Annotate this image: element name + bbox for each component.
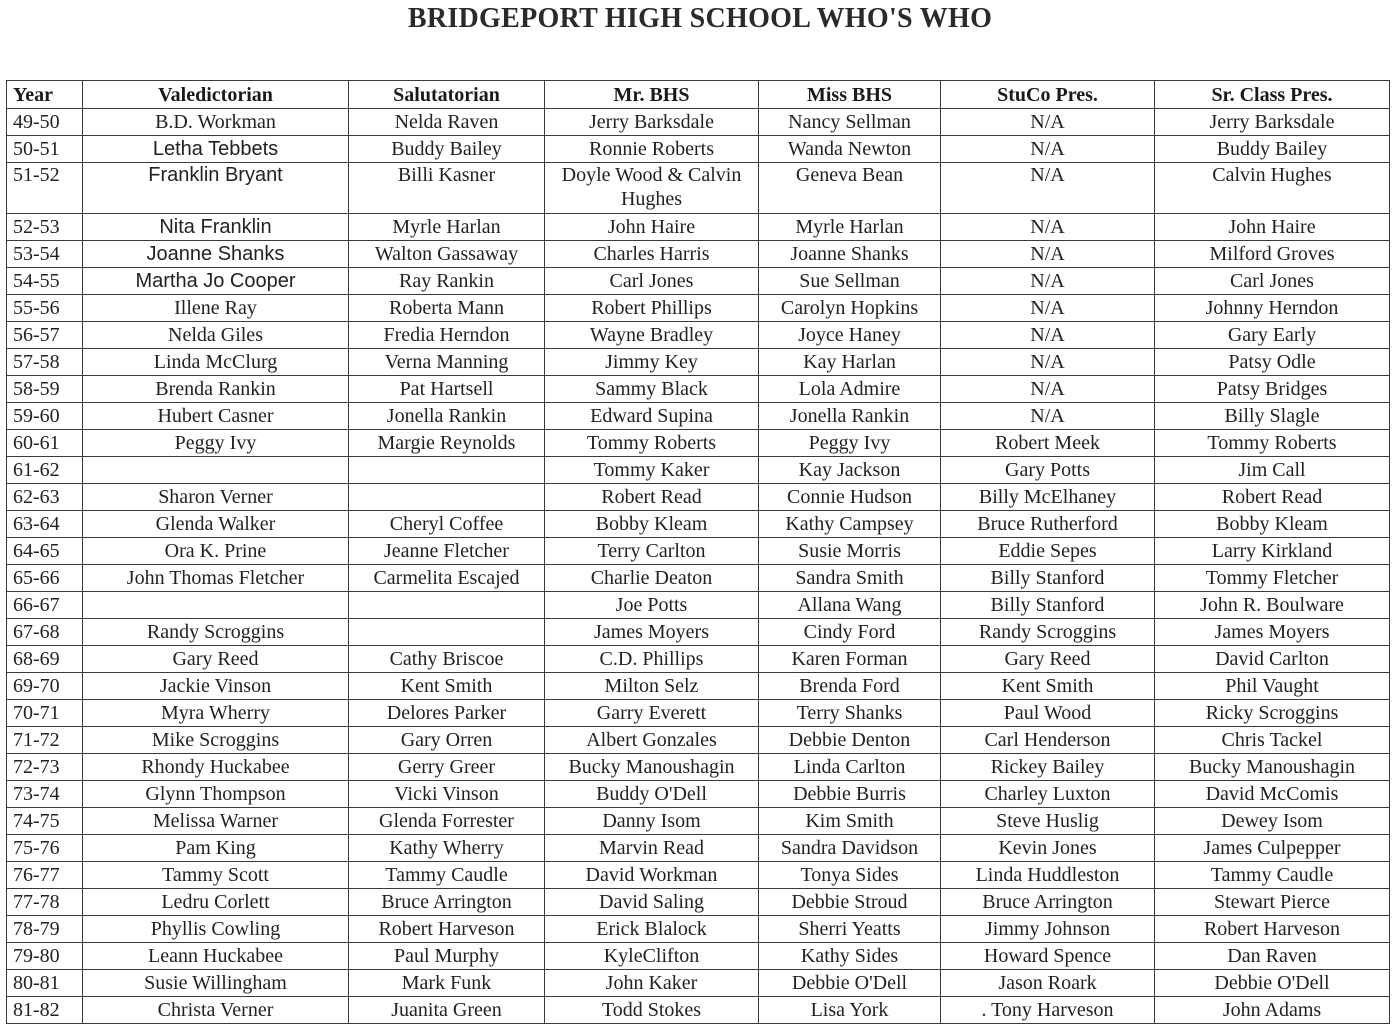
cell-salutatorian: Cathy Briscoe [349, 646, 545, 673]
cell-sr-class-pres: Robert Read [1155, 484, 1390, 511]
cell-miss-bhs: Lisa York [759, 997, 941, 1024]
cell-valedictorian: Ora K. Prine [83, 538, 349, 565]
cell-miss-bhs: Linda Carlton [759, 754, 941, 781]
table-row [7, 511, 1390, 538]
cell-stuco-pres: N/A [941, 241, 1155, 268]
cell-year: 66-67 [7, 592, 83, 619]
cell-sr-class-pres: Dan Raven [1155, 943, 1390, 970]
cell-stuco-pres: Jason Roark [941, 970, 1155, 997]
cell-year: 64-65 [7, 538, 83, 565]
cell-miss-bhs: Wanda Newton [759, 136, 941, 163]
table-row [7, 430, 1390, 457]
cell-salutatorian: Jonella Rankin [349, 403, 545, 430]
table-row [7, 673, 1390, 700]
header-mr-bhs: Mr. BHS [545, 81, 759, 109]
cell-year: 76-77 [7, 862, 83, 889]
cell-year: 52-53 [7, 214, 83, 241]
cell-miss-bhs: Kay Jackson [759, 457, 941, 484]
cell-salutatorian: Verna Manning [349, 349, 545, 376]
cell-miss-bhs: Sandra Smith [759, 565, 941, 592]
cell-valedictorian: Mike Scroggins [83, 727, 349, 754]
cell-mr-bhs: Garry Everett [545, 700, 759, 727]
cell-stuco-pres: Rickey Bailey [941, 754, 1155, 781]
cell-valedictorian: Glenda Walker [83, 511, 349, 538]
table-row [7, 136, 1390, 163]
cell-stuco-pres: Billy Stanford [941, 565, 1155, 592]
table-row [7, 214, 1390, 241]
cell-year: 67-68 [7, 619, 83, 646]
cell-year: 58-59 [7, 376, 83, 403]
cell-year: 60-61 [7, 430, 83, 457]
cell-stuco-pres: Paul Wood [941, 700, 1155, 727]
cell-miss-bhs: Nancy Sellman [759, 109, 941, 136]
cell-valedictorian: Phyllis Cowling [83, 916, 349, 943]
cell-miss-bhs: Debbie O'Dell [759, 970, 941, 997]
cell-mr-bhs: Jerry Barksdale [545, 109, 759, 136]
cell-valedictorian: Letha Tebbets [83, 136, 349, 163]
cell-mr-bhs: Bobby Kleam [545, 511, 759, 538]
cell-year: 80-81 [7, 970, 83, 997]
cell-mr-bhs: Charlie Deaton [545, 565, 759, 592]
cell-stuco-pres: Carl Henderson [941, 727, 1155, 754]
cell-sr-class-pres: Tommy Roberts [1155, 430, 1390, 457]
cell-stuco-pres: Bruce Arrington [941, 889, 1155, 916]
cell-stuco-pres: Randy Scroggins [941, 619, 1155, 646]
cell-sr-class-pres: David McComis [1155, 781, 1390, 808]
cell-stuco-pres: N/A [941, 163, 1155, 214]
cell-salutatorian [349, 457, 545, 484]
cell-sr-class-pres: Bucky Manoushagin [1155, 754, 1390, 781]
cell-salutatorian: Jeanne Fletcher [349, 538, 545, 565]
cell-salutatorian [349, 484, 545, 511]
cell-year: 63-64 [7, 511, 83, 538]
cell-miss-bhs: Sherri Yeatts [759, 916, 941, 943]
cell-year: 79-80 [7, 943, 83, 970]
cell-valedictorian: Nelda Giles [83, 322, 349, 349]
cell-miss-bhs: Kathy Campsey [759, 511, 941, 538]
cell-valedictorian: Brenda Rankin [83, 376, 349, 403]
cell-mr-bhs: Robert Phillips [545, 295, 759, 322]
cell-sr-class-pres: Stewart Pierce [1155, 889, 1390, 916]
table-row [7, 268, 1390, 295]
cell-valedictorian: Gary Reed [83, 646, 349, 673]
cell-sr-class-pres: Chris Tackel [1155, 727, 1390, 754]
cell-valedictorian: Rhondy Huckabee [83, 754, 349, 781]
cell-year: 55-56 [7, 295, 83, 322]
cell-miss-bhs: Jonella Rankin [759, 403, 941, 430]
cell-mr-bhs: Milton Selz [545, 673, 759, 700]
cell-stuco-pres: N/A [941, 403, 1155, 430]
cell-year: 68-69 [7, 646, 83, 673]
cell-year: 73-74 [7, 781, 83, 808]
cell-sr-class-pres: Calvin Hughes [1155, 163, 1390, 214]
cell-stuco-pres: . Tony Harveson [941, 997, 1155, 1024]
cell-miss-bhs: Kay Harlan [759, 349, 941, 376]
cell-sr-class-pres: Jerry Barksdale [1155, 109, 1390, 136]
cell-miss-bhs: Joanne Shanks [759, 241, 941, 268]
cell-stuco-pres: Robert Meek [941, 430, 1155, 457]
cell-year: 61-62 [7, 457, 83, 484]
cell-year: 77-78 [7, 889, 83, 916]
table-row [7, 592, 1390, 619]
header-sr-class-pres: Sr. Class Pres. [1155, 81, 1390, 109]
cell-stuco-pres: N/A [941, 349, 1155, 376]
cell-mr-bhs: John Haire [545, 214, 759, 241]
table-row [7, 808, 1390, 835]
cell-valedictorian: Sharon Verner [83, 484, 349, 511]
cell-year: 78-79 [7, 916, 83, 943]
cell-sr-class-pres: Tammy Caudle [1155, 862, 1390, 889]
cell-miss-bhs: Myrle Harlan [759, 214, 941, 241]
cell-year: 75-76 [7, 835, 83, 862]
cell-stuco-pres: N/A [941, 268, 1155, 295]
cell-sr-class-pres: Billy Slagle [1155, 403, 1390, 430]
cell-miss-bhs: Susie Morris [759, 538, 941, 565]
cell-valedictorian: Susie Willingham [83, 970, 349, 997]
cell-year: 53-54 [7, 241, 83, 268]
cell-salutatorian [349, 592, 545, 619]
cell-sr-class-pres: James Culpepper [1155, 835, 1390, 862]
cell-sr-class-pres: Carl Jones [1155, 268, 1390, 295]
table-row [7, 646, 1390, 673]
cell-mr-bhs: David Workman [545, 862, 759, 889]
cell-stuco-pres: N/A [941, 295, 1155, 322]
cell-salutatorian: Kent Smith [349, 673, 545, 700]
cell-mr-bhs: Robert Read [545, 484, 759, 511]
cell-stuco-pres: Billy Stanford [941, 592, 1155, 619]
cell-mr-bhs: C.D. Phillips [545, 646, 759, 673]
cell-salutatorian: Walton Gassaway [349, 241, 545, 268]
table-row [7, 457, 1390, 484]
cell-salutatorian [349, 619, 545, 646]
table-row [7, 700, 1390, 727]
cell-salutatorian: Robert Harveson [349, 916, 545, 943]
cell-mr-bhs: Tommy Roberts [545, 430, 759, 457]
cell-sr-class-pres: David Carlton [1155, 646, 1390, 673]
cell-salutatorian: Mark Funk [349, 970, 545, 997]
cell-valedictorian: Christa Verner [83, 997, 349, 1024]
cell-miss-bhs: Brenda Ford [759, 673, 941, 700]
cell-valedictorian: Illene Ray [83, 295, 349, 322]
cell-year: 59-60 [7, 403, 83, 430]
cell-sr-class-pres: Phil Vaught [1155, 673, 1390, 700]
cell-salutatorian: Paul Murphy [349, 943, 545, 970]
cell-mr-bhs: Buddy O'Dell [545, 781, 759, 808]
table-row [7, 376, 1390, 403]
cell-mr-bhs: John Kaker [545, 970, 759, 997]
table-row [7, 565, 1390, 592]
whos-who-table [6, 80, 1390, 1024]
cell-salutatorian: Cheryl Coffee [349, 511, 545, 538]
cell-stuco-pres: Jimmy Johnson [941, 916, 1155, 943]
cell-stuco-pres: Linda Huddleston [941, 862, 1155, 889]
cell-stuco-pres: N/A [941, 214, 1155, 241]
cell-salutatorian: Ray Rankin [349, 268, 545, 295]
table-row [7, 889, 1390, 916]
cell-miss-bhs: Sandra Davidson [759, 835, 941, 862]
cell-sr-class-pres: Patsy Bridges [1155, 376, 1390, 403]
cell-valedictorian: Leann Huckabee [83, 943, 349, 970]
cell-mr-bhs: Albert Gonzales [545, 727, 759, 754]
table-row [7, 538, 1390, 565]
table-row [7, 862, 1390, 889]
cell-miss-bhs: Kathy Sides [759, 943, 941, 970]
cell-stuco-pres: Gary Reed [941, 646, 1155, 673]
header-year: Year [7, 81, 83, 109]
cell-sr-class-pres: Ricky Scroggins [1155, 700, 1390, 727]
cell-mr-bhs: Terry Carlton [545, 538, 759, 565]
cell-valedictorian: Joanne Shanks [83, 241, 349, 268]
cell-year: 74-75 [7, 808, 83, 835]
cell-stuco-pres: N/A [941, 376, 1155, 403]
cell-miss-bhs: Tonya Sides [759, 862, 941, 889]
cell-valedictorian: Hubert Casner [83, 403, 349, 430]
cell-sr-class-pres: James Moyers [1155, 619, 1390, 646]
table-row [7, 754, 1390, 781]
cell-sr-class-pres: Jim Call [1155, 457, 1390, 484]
cell-valedictorian: Myra Wherry [83, 700, 349, 727]
cell-sr-class-pres: John R. Boulware [1155, 592, 1390, 619]
cell-salutatorian: Gerry Greer [349, 754, 545, 781]
cell-sr-class-pres: John Adams [1155, 997, 1390, 1024]
cell-year: 71-72 [7, 727, 83, 754]
cell-stuco-pres: Gary Potts [941, 457, 1155, 484]
cell-mr-bhs: Carl Jones [545, 268, 759, 295]
cell-mr-bhs: Todd Stokes [545, 997, 759, 1024]
cell-sr-class-pres: Robert Harveson [1155, 916, 1390, 943]
cell-salutatorian: Myrle Harlan [349, 214, 545, 241]
cell-year: 81-82 [7, 997, 83, 1024]
header-stuco-pres: StuCo Pres. [941, 81, 1155, 109]
cell-mr-bhs: Joe Potts [545, 592, 759, 619]
cell-sr-class-pres: Bobby Kleam [1155, 511, 1390, 538]
cell-salutatorian: Gary Orren [349, 727, 545, 754]
cell-mr-bhs: Ronnie Roberts [545, 136, 759, 163]
table-row [7, 970, 1390, 997]
cell-year: 69-70 [7, 673, 83, 700]
cell-valedictorian [83, 457, 349, 484]
cell-year: 62-63 [7, 484, 83, 511]
cell-mr-bhs: David Saling [545, 889, 759, 916]
table-row [7, 322, 1390, 349]
cell-salutatorian: Roberta Mann [349, 295, 545, 322]
cell-miss-bhs: Debbie Stroud [759, 889, 941, 916]
cell-mr-bhs: Danny Isom [545, 808, 759, 835]
cell-valedictorian [83, 592, 349, 619]
cell-miss-bhs: Joyce Haney [759, 322, 941, 349]
table-row [7, 295, 1390, 322]
table-row [7, 109, 1390, 136]
cell-year: 54-55 [7, 268, 83, 295]
cell-sr-class-pres: Patsy Odle [1155, 349, 1390, 376]
cell-stuco-pres: N/A [941, 322, 1155, 349]
cell-salutatorian: Vicki Vinson [349, 781, 545, 808]
cell-miss-bhs: Sue Sellman [759, 268, 941, 295]
cell-salutatorian: Buddy Bailey [349, 136, 545, 163]
cell-sr-class-pres: Debbie O'Dell [1155, 970, 1390, 997]
cell-stuco-pres: N/A [941, 109, 1155, 136]
cell-valedictorian: Jackie Vinson [83, 673, 349, 700]
cell-valedictorian: Tammy Scott [83, 862, 349, 889]
table-row [7, 781, 1390, 808]
cell-miss-bhs: Carolyn Hopkins [759, 295, 941, 322]
cell-stuco-pres: Kevin Jones [941, 835, 1155, 862]
cell-mr-bhs: Wayne Bradley [545, 322, 759, 349]
cell-sr-class-pres: Milford Groves [1155, 241, 1390, 268]
cell-salutatorian: Nelda Raven [349, 109, 545, 136]
cell-miss-bhs: Terry Shanks [759, 700, 941, 727]
cell-year: 70-71 [7, 700, 83, 727]
cell-valedictorian: Franklin Bryant [83, 163, 349, 214]
table-row [7, 403, 1390, 430]
cell-salutatorian: Tammy Caudle [349, 862, 545, 889]
table-row [7, 997, 1390, 1024]
cell-valedictorian: Pam King [83, 835, 349, 862]
cell-mr-bhs: Bucky Manoushagin [545, 754, 759, 781]
cell-stuco-pres: N/A [941, 136, 1155, 163]
header-miss-bhs: Miss BHS [759, 81, 941, 109]
cell-valedictorian: John Thomas Fletcher [83, 565, 349, 592]
cell-sr-class-pres: Larry Kirkland [1155, 538, 1390, 565]
cell-miss-bhs: Allana Wang [759, 592, 941, 619]
cell-stuco-pres: Howard Spence [941, 943, 1155, 970]
cell-sr-class-pres: Johnny Herndon [1155, 295, 1390, 322]
cell-year: 51-52 [7, 163, 83, 214]
header-valedictorian: Valedictorian [83, 81, 349, 109]
cell-stuco-pres: Billy McElhaney [941, 484, 1155, 511]
table-row [7, 727, 1390, 754]
cell-miss-bhs: Debbie Burris [759, 781, 941, 808]
table-row [7, 163, 1390, 214]
cell-mr-bhs: Erick Blalock [545, 916, 759, 943]
cell-miss-bhs: Kim Smith [759, 808, 941, 835]
cell-year: 72-73 [7, 754, 83, 781]
cell-stuco-pres: Bruce Rutherford [941, 511, 1155, 538]
table-row [7, 835, 1390, 862]
cell-sr-class-pres: Gary Early [1155, 322, 1390, 349]
cell-mr-bhs: Charles Harris [545, 241, 759, 268]
cell-valedictorian: Peggy Ivy [83, 430, 349, 457]
cell-mr-bhs: Doyle Wood & Calvin Hughes [545, 163, 759, 214]
cell-mr-bhs: KyleClifton [545, 943, 759, 970]
table-row [7, 619, 1390, 646]
cell-salutatorian: Margie Reynolds [349, 430, 545, 457]
cell-salutatorian: Kathy Wherry [349, 835, 545, 862]
document-title: BRIDGEPORT HIGH SCHOOL WHO'S WHO [407, 3, 993, 34]
cell-salutatorian: Fredia Herndon [349, 322, 545, 349]
cell-year: 56-57 [7, 322, 83, 349]
cell-valedictorian: Randy Scroggins [83, 619, 349, 646]
table-row [7, 241, 1390, 268]
table-row [7, 349, 1390, 376]
cell-salutatorian: Pat Hartsell [349, 376, 545, 403]
cell-miss-bhs: Karen Forman [759, 646, 941, 673]
cell-stuco-pres: Eddie Sepes [941, 538, 1155, 565]
cell-valedictorian: Martha Jo Cooper [83, 268, 349, 295]
cell-valedictorian: B.D. Workman [83, 109, 349, 136]
cell-stuco-pres: Kent Smith [941, 673, 1155, 700]
cell-salutatorian: Juanita Green [349, 997, 545, 1024]
cell-miss-bhs: Geneva Bean [759, 163, 941, 214]
table-row [7, 916, 1390, 943]
cell-sr-class-pres: Dewey Isom [1155, 808, 1390, 835]
cell-year: 57-58 [7, 349, 83, 376]
cell-salutatorian: Delores Parker [349, 700, 545, 727]
cell-mr-bhs: Marvin Read [545, 835, 759, 862]
cell-valedictorian: Nita Franklin [83, 214, 349, 241]
cell-mr-bhs: Tommy Kaker [545, 457, 759, 484]
cell-valedictorian: Ledru Corlett [83, 889, 349, 916]
cell-miss-bhs: Cindy Ford [759, 619, 941, 646]
table-row [7, 943, 1390, 970]
cell-mr-bhs: Jimmy Key [545, 349, 759, 376]
cell-valedictorian: Melissa Warner [83, 808, 349, 835]
cell-sr-class-pres: Tommy Fletcher [1155, 565, 1390, 592]
cell-salutatorian: Billi Kasner [349, 163, 545, 214]
table-body [7, 109, 1390, 1024]
header-row [7, 81, 1390, 109]
cell-valedictorian: Glynn Thompson [83, 781, 349, 808]
cell-stuco-pres: Charley Luxton [941, 781, 1155, 808]
cell-salutatorian: Carmelita Escajed [349, 565, 545, 592]
cell-year: 49-50 [7, 109, 83, 136]
cell-mr-bhs: James Moyers [545, 619, 759, 646]
cell-sr-class-pres: Buddy Bailey [1155, 136, 1390, 163]
cell-stuco-pres: Steve Huslig [941, 808, 1155, 835]
header-salutatorian: Salutatorian [349, 81, 545, 109]
cell-miss-bhs: Peggy Ivy [759, 430, 941, 457]
cell-sr-class-pres: John Haire [1155, 214, 1390, 241]
cell-salutatorian: Bruce Arrington [349, 889, 545, 916]
cell-salutatorian: Glenda Forrester [349, 808, 545, 835]
table-row [7, 484, 1390, 511]
cell-year: 65-66 [7, 565, 83, 592]
cell-miss-bhs: Debbie Denton [759, 727, 941, 754]
cell-miss-bhs: Lola Admire [759, 376, 941, 403]
cell-valedictorian: Linda McClurg [83, 349, 349, 376]
cell-mr-bhs: Edward Supina [545, 403, 759, 430]
cell-year: 50-51 [7, 136, 83, 163]
cell-mr-bhs: Sammy Black [545, 376, 759, 403]
cell-miss-bhs: Connie Hudson [759, 484, 941, 511]
